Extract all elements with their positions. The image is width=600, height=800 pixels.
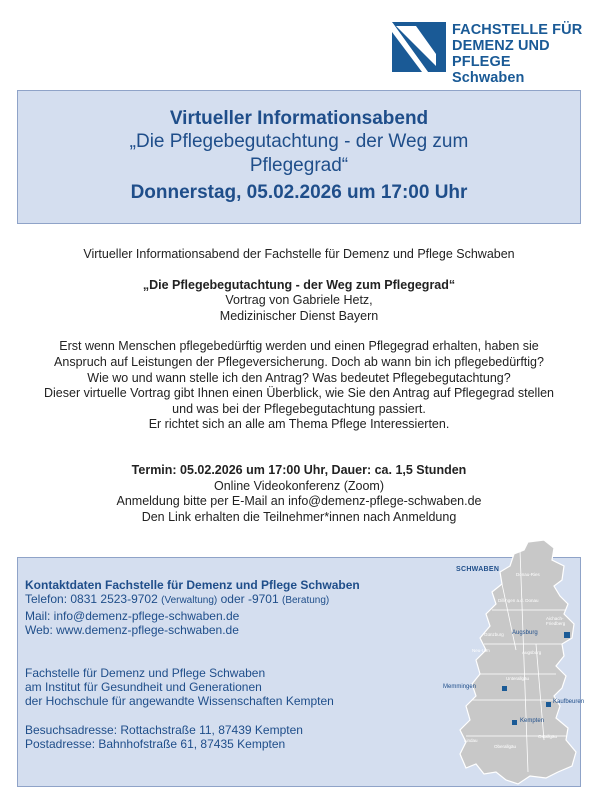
desc-line: Wie wo und wann stelle ich den Antrag? Was bedeutet Pflegebegutachtung?: [87, 370, 511, 385]
termin: Termin: 05.02.2026 um 17:00 Uhr, Dauer: ca. 1,5 Stunden: [131, 462, 467, 477]
org-line-2: am Institut für Gesundheit und Generationen: [25, 680, 262, 695]
logo-line-2: DEMENZ UND PFLEGE: [452, 38, 550, 70]
region-label: Lindau: [464, 738, 478, 743]
city-kempten: Kempten: [520, 718, 545, 724]
registration: Anmeldung bitte per E-Mail an info@demenz-pflege-schwaben.de: [116, 494, 482, 509]
region-label: Aichach-Friedberg: [546, 616, 566, 626]
event-description: [17, 247, 581, 525]
header-box: [17, 90, 581, 224]
region-label: Donau-Ries: [516, 572, 540, 577]
region-label: Oberallgäu: [494, 744, 517, 749]
desc-line: Erst wenn Menschen pflegebedürftig werden und einen Pflegegrad erhalten, haben sie: [59, 339, 539, 354]
city-kaufbeuren: Kaufbeuren: [553, 699, 585, 705]
desc-line: Dieser virtuelle Vortrag gibt Ihnen einen Überblick, wie Sie den Antrag auf Pflegegrad stellen: [43, 386, 555, 401]
region-label: Dillingen a.d. Donau: [498, 598, 539, 603]
memmingen-marker: [502, 686, 507, 691]
page-title: Virtueller Informationsabend: [169, 108, 429, 129]
contact-title: Kontaktdaten Fachstelle für Demenz und Pflege Schwaben: [25, 578, 360, 592]
logo-line-1: FACHSTELLE FÜR: [452, 22, 583, 38]
phone-advice-label: (Beratung): [281, 595, 330, 607]
speaker-org: Medizinischer Dienst Bayern: [219, 308, 379, 323]
subtitle-line-2: Pflegegrad“: [249, 155, 349, 176]
event-date: Donnerstag, 05.02.2026 um 17:00 Uhr: [130, 182, 468, 203]
talk-title: „Die Pflegebegutachtung - der Weg zum Pflegegrad“: [142, 277, 456, 292]
contact-mail[interactable]: Mail: info@demenz-pflege-schwaben.de: [25, 608, 240, 623]
contact-phone: [25, 592, 360, 608]
region-label: Ostallgäu: [538, 734, 558, 739]
kaufbeuren-marker: [546, 702, 551, 707]
map-label: SCHWABEN: [456, 566, 500, 573]
desc-line: Anspruch auf Leistungen der Pflegeversicherung. Doch ab wann bin ich pflegebedürftig?: [54, 354, 544, 369]
intro-text: Virtueller Informationsabend der Fachstelle für Demenz und Pflege Schwaben: [83, 247, 515, 261]
org-line-1: Fachstelle für Demenz und Pflege Schwaben: [25, 665, 266, 680]
post-address: Postadresse: Bahnhofstraße 61, 87435 Kempten: [25, 737, 286, 752]
phone-extension: oder -9701: [217, 592, 282, 607]
logo-text: [452, 22, 592, 86]
format: Online Videokonferenz (Zoom): [214, 478, 384, 493]
visit-address: Besuchsadresse: Rottachstraße 11, 87439 Kempten: [25, 722, 303, 737]
link-note: Den Link erhalten die Teilnehmer*innen nach Anmeldung: [141, 509, 457, 524]
city-augsburg: Augsburg: [512, 630, 538, 636]
desc-line: Er richtet sich an alle am Thema Pflege Interessierten.: [148, 417, 450, 432]
region-label: Neu-Ulm: [472, 648, 490, 653]
logo-line-3: Schwaben: [452, 70, 525, 86]
region-label: Günzburg: [484, 632, 504, 637]
logo: [392, 22, 592, 86]
contact-text: [25, 578, 360, 752]
augsburg-marker: [564, 632, 570, 638]
org-line-3: der Hochschule für angewandte Wissenschaften Kempten: [25, 694, 334, 709]
phone-number: Telefon: 0831 2523-9702: [25, 592, 162, 607]
desc-line: und was bei der Pflegebegutachtung passiert.: [172, 401, 426, 416]
region-label: Unterallgäu: [506, 676, 530, 681]
phone-admin-label: (Verwaltung): [161, 595, 218, 607]
kempten-marker: [512, 720, 517, 725]
contact-box: [17, 557, 585, 787]
subtitle-line-1: „Die Pflegebegutachtung - der Weg zum: [129, 131, 469, 152]
city-memmingen: Memmingen: [443, 684, 477, 690]
logo-mark-icon: [392, 22, 446, 72]
region-label: Augsburg: [522, 650, 542, 655]
contact-web[interactable]: Web: www.demenz-pflege-schwaben.de: [25, 623, 239, 638]
speaker: Vortrag von Gabriele Hetz,: [225, 293, 373, 308]
